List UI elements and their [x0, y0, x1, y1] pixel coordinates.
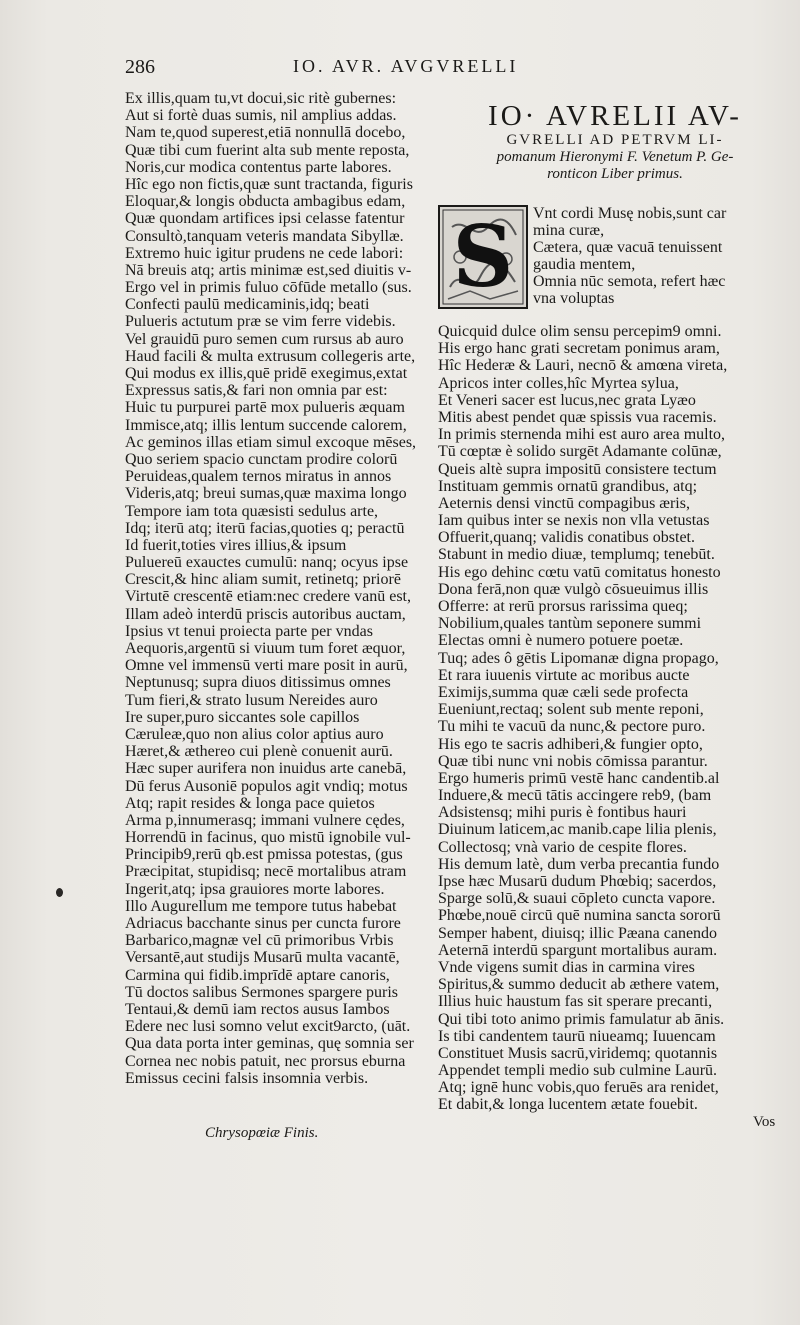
verse-line: Appendet templi medio sub culmine Laurū. [438, 1062, 718, 1080]
verse-line: Offuerit,quanq; validis conatibus obstet. [438, 529, 695, 547]
verse-line: Tum fieri,& strato lusum Nereides auro [125, 691, 378, 709]
verse-line: Pulueris actutum præ se vim ferre videbis. [125, 313, 396, 331]
initial-block [438, 205, 792, 323]
verse-line: Expressus satis,& fari non omnia par est: [125, 382, 388, 400]
verse-line: Dū ferus Ausoniē populos agit vndiq; motus [125, 777, 408, 795]
verse-line: Tu mihi te vacuū da nunc,& pectore puro. [438, 718, 706, 736]
verse-line: Atq; rapit resides & longa pace quietos [125, 794, 375, 812]
verse-line: Sparge solū,& suaui cōpleto cuncta vapore. [438, 890, 716, 908]
verse-line: Eximijs,summa quæ cæli sede profecta [438, 683, 689, 701]
verse-line: Nā breuis atq; artis minimæ est,sed diuitis v- [125, 261, 412, 279]
verse-line: Edere nec lusi somno velut excit9arcto, (uāt. [125, 1018, 411, 1036]
verse-line: Vnde vigens sumit dias in carmina vires [438, 958, 695, 976]
verse-line: Cæruleæ,quo non alius color aptius auro [125, 725, 384, 743]
verse-line: His demum latè, dum verba precantia fundo [438, 855, 720, 873]
verse-line: Neptunusq; supra diuos ditissimus omnes [125, 674, 391, 692]
verse-line: Nobilium,quales tantùm seponere summi [438, 615, 702, 633]
verse-line: Virtutē crescentē etiam:nec credere vanū est, [125, 588, 411, 606]
running-title: IO. AVR. AVGVRELLI [293, 56, 519, 76]
verse-line: Illo Augurellum me tempore tutus habebat [125, 897, 397, 915]
verse-line: Barbarico,magnæ vel cū primoribus Vrbis [125, 932, 394, 950]
verse-line: His ego dehinc cœtu vatū comitatus honesto [438, 563, 721, 581]
verse-line: Ipse hæc Musarū dudum Phœbiq; sacerdos, [438, 873, 717, 890]
verse-line: Hîc ego non fictis,quæ sunt tractanda, figuris [125, 175, 413, 193]
poem-subtitle-line4: ronticon Liber primus. [547, 166, 683, 182]
verse-line: Crescit,& hinc aliam sumit, retinetq; priorē [125, 571, 401, 589]
poem-subtitle-line3: pomanum Hieronymi F. Venetum P. Ge- [496, 149, 734, 165]
verse-line: Illam adeò interdū priscis autoribus auctam, [125, 605, 406, 623]
verse-line: Ergo humeris primū vestē hanc candentib.al [438, 769, 720, 787]
verse-line: Id fuerit,toties vires illius,& ipsum [125, 536, 347, 554]
poem-title: IO· AVRELII AV- [488, 100, 742, 132]
verse-line: Qua data porta inter geminas, quę somnia ser [125, 1035, 414, 1053]
verse-line: Puluereū exauctes cumulū: nanq; ocyus ipse [125, 554, 409, 572]
verse-line: Instituam gemmis ornatū grandibus, atq; [438, 477, 698, 495]
verse-line: Eueniunt,rectaq; solent sub mente reponi, [438, 701, 704, 719]
verse-line: Et dabit,& longa lucentem ætate fouebit. [438, 1096, 698, 1114]
verse-line: Iam quibus inter se nexis non vlla vetustas [438, 512, 710, 530]
verse-line: Arma p,innumerasq; immani vulnere cędes, [125, 811, 405, 829]
verse-line: Tentaui,& demū iam rectos ausus Iambos [125, 1000, 390, 1018]
verse-line: Tū doctos salibus Sermones spargere puris [125, 983, 398, 1001]
verse-line: Quæ tibi nunc vni nobis cōmissa parantur. [438, 752, 708, 770]
verse-line: Huic tu purpurei partē mox pulueris æquam [125, 399, 405, 417]
catchword: Vos [753, 1114, 776, 1130]
verse-line: Quæ tibi cum fuerint alta sub mente reposta, [125, 141, 410, 159]
initial-verse-line: mina curæ, [533, 222, 605, 239]
verse-line: His ego te sacris adhiberi,& fungier opto, [438, 735, 703, 753]
verse-line: Immisce,atq; illis lentum succende calorem, [125, 416, 407, 434]
verse-line: Horrendū in facinus, quo mistū ignobile vul- [125, 829, 411, 847]
verse-line: Induere,& mecū tātis accingere reb9, (bam [438, 787, 712, 805]
verse-line: Qui modus ex illis,quē pridē exegimus,extat [125, 365, 408, 382]
right-verse-lines [438, 323, 792, 1114]
verse-line: Is tibi candentem taurū niueamq; Iuuencam [438, 1027, 716, 1045]
verse-line: Hîc Hederæ & Lauri, necnō & amœna vireta, [438, 357, 728, 375]
verse-line: Aut si fortè duas sumis, nil amplius addas. [125, 107, 397, 125]
verse-line: Et Veneri sacer est lucus,nec grata Lyæo [438, 391, 696, 409]
running-head [125, 56, 580, 82]
poem-title-line2: GVRELLI AD PETRVM LI- [506, 132, 724, 148]
verse-line: Tempore iam tota quæsisti sedulus arte, [125, 502, 379, 520]
verse-line: Atq; ignē hunc vobis,quo feruēs ara renidet, [438, 1079, 719, 1097]
verse-line: Præcipitat, stupidisq; necē mortalibus atram [125, 863, 407, 881]
finis-line: Chrysopœiæ Finis. [205, 1125, 319, 1141]
verse-line: Phœbe,nouē circū quē numina sancta sororū [438, 907, 721, 925]
verse-line: Nam te,quod superest,etiā nonnullā docebo, [125, 124, 406, 142]
verse-line: Aequoris,argentū si viuum tum foret æquor, [125, 640, 406, 657]
verse-line: Ac geminos illas etiam simul excoque mēses, [125, 433, 417, 451]
verse-line: In primis sternenda mihi est auro area multo, [438, 426, 726, 444]
verse-line: Haud facili & multa extrusum collegeris arte, [125, 347, 416, 365]
verse-line: Tū cœptæ è solido surgēt Adamante colūnæ, [438, 443, 722, 461]
verse-line: Ingerit,atq; ipsa grauiores morte labores. [125, 880, 385, 898]
verse-line: Idq; iterū atq; iterū facias,quoties q; peractū [125, 519, 405, 537]
initial-verse-line: Cætera, quæ vacuā tenuissent [533, 239, 723, 256]
verse-line: Videris,atq; breui sumas,quæ maxima longo [125, 485, 407, 503]
verse-line: Principib9,rerū qb.est pmissa potestas, (gus [125, 846, 403, 864]
right-text-column [438, 90, 792, 1114]
drop-cap-letter: S [452, 207, 514, 307]
verse-line: Semper habent, diuisq; illic Pæana canendo [438, 924, 718, 942]
verse-line: Spiritus,& summo deducit ab æthere vatem, [438, 976, 720, 994]
verse-line: Queis altè supra impositū consistere tectum [438, 460, 717, 478]
verse-line: Apricos inter colles,hîc Myrtea sylua, [438, 374, 679, 392]
verse-line: His ergo hanc grati secretam ponimus aram, [438, 340, 720, 358]
verse-line: Vel grauidū puro semen cum rursus ab auro [125, 330, 404, 348]
initial-verse-line: Omnia nūc semota, refert hæc [533, 273, 726, 290]
verse-line: Adriacus bacchante sinus per cuncta furore [125, 915, 401, 932]
verse-line: Qui tibi toto animo primis famulatur ab ānis. [438, 1010, 725, 1028]
verse-line: Constituet Musis sacrū,viridemq; quotannis [438, 1044, 718, 1062]
verse-line: Extremo huic igitur prudens ne cede labori: [125, 244, 404, 262]
verse-line: Offerre: at rerū prorsus rarissima queq; [438, 598, 688, 615]
verse-line: Confecti paulū medicaminis,idq; beati [125, 296, 370, 314]
verse-line: Quicquid dulce olim sensu percepim9 omni. [438, 323, 722, 340]
margin-ink-mark [56, 888, 63, 897]
verse-line: Dona ferā,non quæ vulgò cōsueuimus illis [438, 580, 709, 598]
verse-line: Ergo vel in primis fuluo cōfūde metallo (sus. [125, 279, 412, 297]
verse-line: Emissus cecini falsis insomnia verbis. [125, 1069, 369, 1087]
verse-line: Adsistensq; mihi puris è fontibus hauri [438, 804, 687, 822]
initial-verse-line: vna voluptas [533, 290, 615, 307]
verse-line: Illius huic haustum fas sit sperare precanti, [438, 993, 713, 1011]
verse-line: Versantē,aut studijs Musarū multa vacantē, [125, 949, 400, 967]
verse-line: Ex illis,quam tu,vt docui,sic ritè gubernes: [125, 90, 397, 107]
verse-line: Aeternis densi vinctū compagibus æris, [438, 494, 690, 512]
page-number: 286 [125, 56, 155, 78]
verse-line: Quæ quondam artifices ipsi celasse fatentur [125, 210, 405, 228]
left-text-column [125, 90, 437, 1087]
verse-line: Mitis abest pendet quæ spissis vua racemis. [438, 408, 717, 426]
verse-line: Consultò,tanquam veteris mandata Sibyllæ. [125, 227, 404, 245]
verse-line: Hæc super aurifera non inuidus arte canebā, [125, 760, 407, 778]
verse-line: Diuinum laticem,ac manib.cape lilia plenis, [438, 821, 717, 839]
verse-line: Collectosq; vnà vario de cespite flores. [438, 838, 687, 856]
verse-line: Quo seriem spacio cunctam prodire colorū [125, 450, 398, 468]
verse-line: Cornea nec nobis patuit, nec prorsus eburna [125, 1052, 406, 1070]
verse-line: Aeternā interdū spargunt mortalibus auram. [438, 941, 718, 959]
verse-line: Et rara iuuenis virtute ac moribus aucte [438, 666, 690, 684]
verse-line: Omne vel immensū verti mare posit in aurū, [125, 657, 408, 675]
initial-lines [533, 205, 792, 307]
verse-line: Ipsius vt tenui proiecta parte per vndas [125, 622, 373, 640]
verse-line: Eloquar,& longis obducta ambagibus edam, [125, 193, 406, 211]
verse-line: Hæret,& æthereo cui plenè conuenit aurū. [125, 743, 393, 761]
verse-line: Noris,cur modica contentus parte labores. [125, 158, 392, 176]
verse-line: Carmina qui fidib.imprīdē aptare canoris, [125, 966, 390, 984]
decorated-initial-icon [438, 205, 528, 309]
verse-line: Ire super,puro siccantes sole capillos [125, 708, 360, 726]
initial-verse-line: Vnt cordi Musę nobis,sunt car [533, 205, 727, 222]
verse-line: Electas omni è numero potuere poetæ. [438, 632, 684, 650]
verse-line: Tuq; ades ô gētis Lipomanæ digna propago, [438, 649, 719, 667]
verse-line: Peruideas,qualem ternos miratus in annos [125, 468, 392, 486]
initial-verse-line: gaudia mentem, [533, 256, 636, 273]
verse-line: Stabunt in medio diuæ, templumq; tenebūt. [438, 546, 715, 564]
